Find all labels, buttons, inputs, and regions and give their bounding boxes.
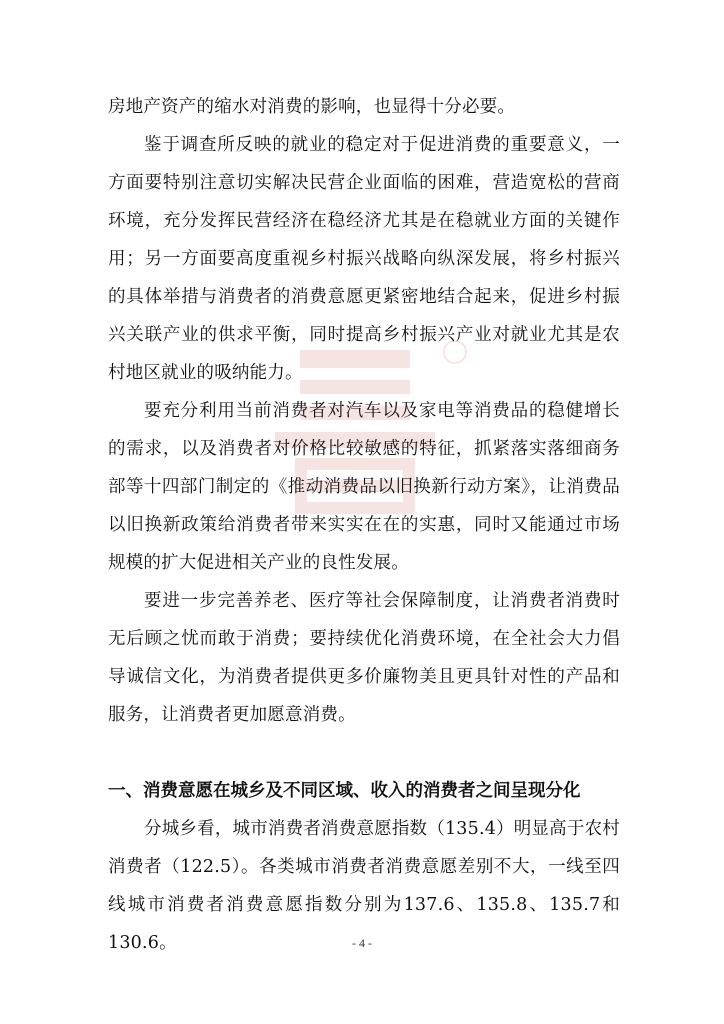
- body-text: [108, 88, 620, 962]
- section-heading: 一、消费意愿在城乡及不同区域、收入的消费者之间呈现分化: [108, 781, 581, 801]
- paragraph-employment: 鉴于调查所反映的就业的稳定对于促进消费的重要意义，一方面要特别注意切实解决民营企业面临的困难，营造宽松的营商环境，充分发挥民营经济在稳经济尤其是在稳就业方面的关键作用；另一方面要高度重视乡村振兴战略向纵深发展，将乡村振兴的具体举措与消费者的消费意愿更紧密地结合起来，促进乡村振兴关联产业的供求平衡，同时提高乡村振兴产业对就业尤其是农村地区就业的吸纳能力。: [108, 135, 620, 383]
- paragraph-continued: 房地产资产的缩水对消费的影响，也显得十分必要。: [108, 97, 516, 117]
- paragraph-social-security: 要进一步完善养老、医疗等社会保障制度，让消费者消费时无后顾之忧而敢于消费；要持续优化消费环境，在全社会大力倡导诚信文化，为消费者提供更多价廉物美且更具针对性的产品和服务，让消费者更加愿意消费。: [108, 591, 620, 725]
- paragraph-trade-in: 要充分利用当前消费者对汽车以及家电等消费品的稳健增长的需求，以及消费者对价格比较敏感的特征，抓紧落实落细商务部等十四部门制定的《推动消费品以旧换新行动方案》，让消费品以旧换新政策给消费者带来实实在在的实惠，同时又能通过市场规模的扩大促进相关产业的良性发展。: [108, 401, 620, 573]
- paragraph-urban-rural: 分城乡看，城市消费者消费意愿指数（135.4）明显高于农村消费者（122.5）。各类城市消费者消费意愿差别不大，一线至四线城市消费者消费意愿指数分别为137.6、135.8、135.7和130.6。: [108, 819, 620, 953]
- page-number: - 4 -: [352, 936, 372, 950]
